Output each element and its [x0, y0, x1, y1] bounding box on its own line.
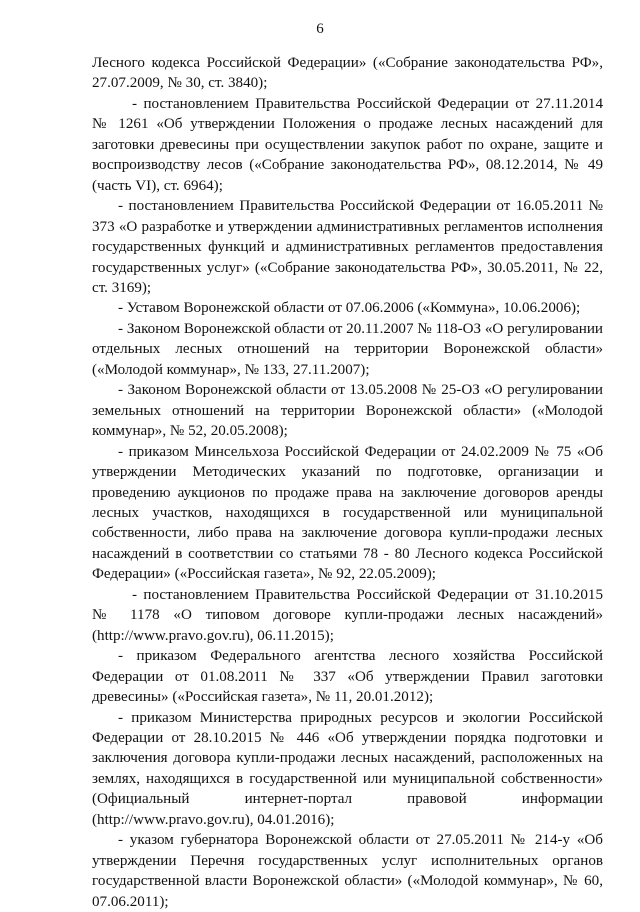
paragraph-minprirody-order-446: - приказом Министерства природных ресурсов и экологии Российской Федерации от 28.10.2015 № 446 «Об утверждении порядка подготовки и заключения договора купли-продажи лесных насаждений, расположенных на землях, находящихся в государственной или муниципальной собственности» (Официальный интернет-портал правовой информации (http://www.pravo.gov.ru), 04.01.2016); [92, 709, 603, 828]
paragraph-voronezh-law-25: - Законом Воронежской области от 13.05.2008 № 25-ОЗ «О регулировании земельных отношений на территории Воронежской области» («Молодой коммунар», № 52, 20.05.2008); [92, 382, 603, 440]
paragraph-gov-resolution-373: - постановлением Правительства Российской Федерации от 16.05.2011 № 373 «О разработке и утверждении административных регламентов исполнения государственных функций и административных регламентов предоставления государственных услуг» («Собрание законодательства РФ», 30.05.2011, № 22, ст. 3169); [92, 198, 603, 296]
paragraph-minselkhoz-order-75: - приказом Минсельхоза Российской Федерации от 24.02.2009 № 75 «Об утверждении Методических указаний по подготовке, организации и проведению аукционов по продаже права на заключение договоров аренды лесных участков, находящихся в государственной или муниципальной собственности, либо права на заключение договора купли-продажи лесных насаждений в соответствии со статьями 78 - 80 Лесного кодекса Российской Федерации» («Российская газета», № 92, 22.05.2009); [92, 443, 603, 583]
paragraph-forest-code-continuation: Лесного кодекса Российской Федерации» («Собрание законодательства РФ», 27.07.2009, № 30, ст. 3840); [92, 55, 603, 92]
paragraph-voronezh-law-118: - Законом Воронежской области от 20.11.2007 № 118-ОЗ «О регулировании отдельных лесных отношений на территории Воронежской области» («Молодой коммунар», № 133, 27.11.2007); [92, 320, 603, 378]
paragraph-forestry-agency-order-337: - приказом Федерального агентства лесного хозяйства Российской Федерации от 01.08.2011 № 337 «Об утверждении Правил заготовки древесины» («Российская газета», № 11, 20.01.2012); [92, 648, 603, 706]
paragraph-voronezh-charter: - Уставом Воронежской области от 07.06.2006 («Коммуна», 10.06.2006); [118, 300, 581, 317]
page-number: 6 [316, 21, 324, 37]
paragraph-gov-resolution-1178: - постановлением Правительства Российской Федерации от 31.10.2015 № 1178 «О типовом договоре купли-продажи лесных насаждений» (http://www.pravo.gov.ru), 06.11.2015); [92, 586, 603, 644]
paragraph-governor-decree-214u: - указом губернатора Воронежской области от 27.05.2011 № 214-у «Об утверждении Перечня государственных услуг исполнительных органов государственной власти Воронежской области» («Молодой коммунар», № 60, 07.06.2011); [92, 832, 603, 910]
document-body [92, 53, 603, 912]
paragraph-gov-resolution-1261: - постановлением Правительства Российской Федерации от 27.11.2014 № 1261 «Об утверждении Положения о продаже лесных насаждений для заготовки древесины при осуществлении закупок работ по охране, защите и воспроизводству лесов («Собрание законодательства РФ», 08.12.2014, № 49 (часть VI), ст. 6964); [92, 95, 603, 194]
